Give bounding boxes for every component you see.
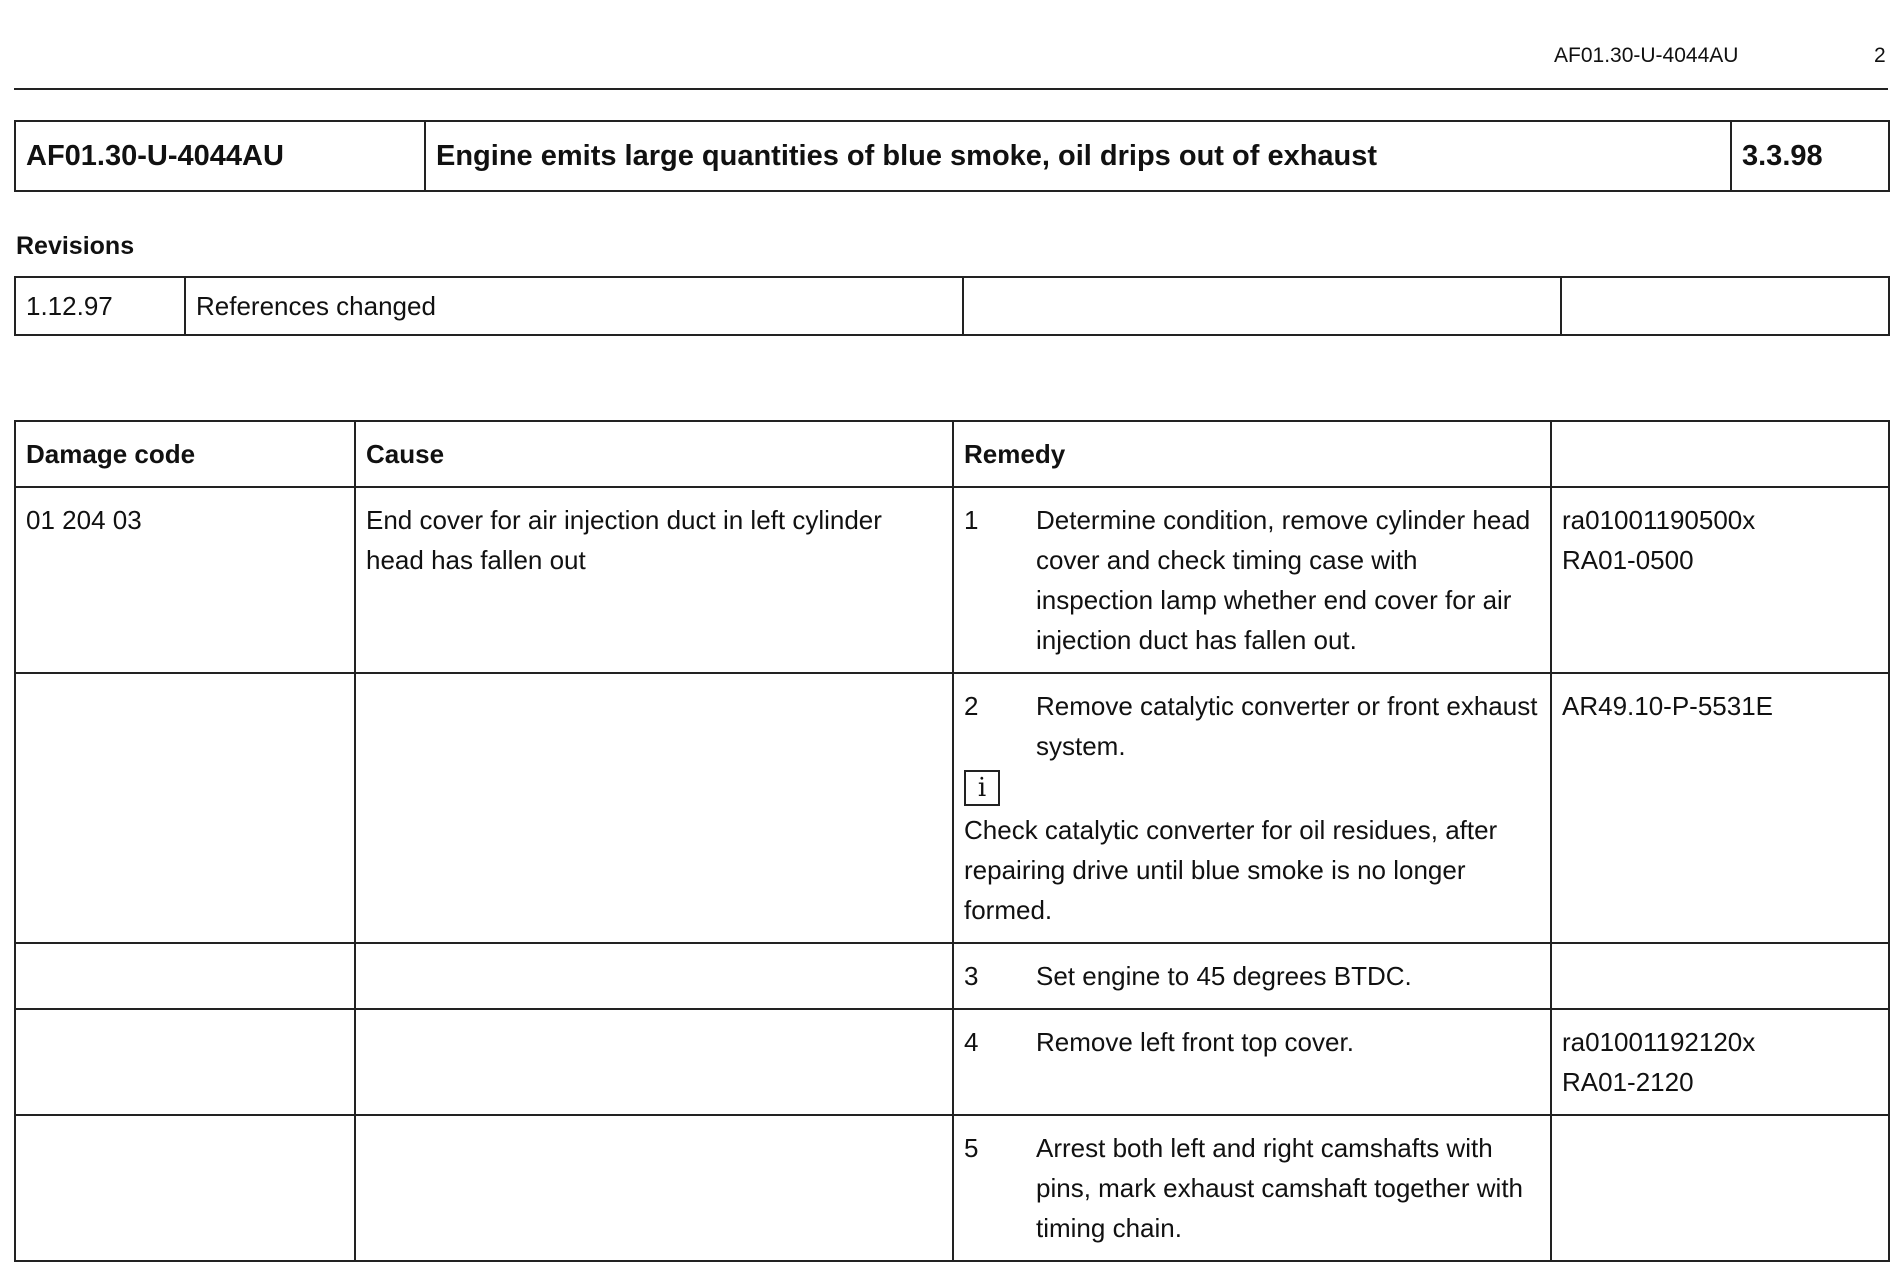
remedy-cell xyxy=(953,1009,1551,1115)
damage-code-cell xyxy=(15,1115,355,1261)
table-row xyxy=(15,487,1889,673)
header-cause: Cause xyxy=(355,421,953,487)
reference-code: RA01-2120 xyxy=(1562,1067,1694,1097)
revision-col4 xyxy=(1561,277,1889,335)
reference-cell xyxy=(1551,1115,1889,1261)
remedy-cell xyxy=(953,673,1551,943)
reference-link[interactable]: ra01001192120x xyxy=(1562,1027,1756,1057)
reference-cell xyxy=(1551,673,1889,943)
revision-row xyxy=(15,277,1889,335)
reference-code: RA01-0500 xyxy=(1562,545,1694,575)
damage-code-cell: 01 204 03 xyxy=(15,487,355,673)
info-icon: i xyxy=(964,770,1000,806)
damage-code-cell xyxy=(15,673,355,943)
header-damage-code: Damage code xyxy=(15,421,355,487)
step-number: 2 xyxy=(964,691,979,721)
table-header-row xyxy=(15,421,1889,487)
reference-link[interactable]: ra01001190500x xyxy=(1562,505,1756,535)
revisions-label: Revisions xyxy=(16,232,135,260)
damage-table xyxy=(14,420,1890,1262)
cause-cell xyxy=(355,1009,953,1115)
reference-link[interactable]: AR49.10-P-5531E xyxy=(1562,691,1774,721)
table-row xyxy=(15,673,1889,943)
page-title: Engine emits large quantities of blue smoke, oil drips out of exhaust xyxy=(425,121,1731,191)
title-code: AF01.30-U-4044AU xyxy=(15,121,425,191)
step-text: Remove catalytic converter or front exhaust system. xyxy=(1036,691,1538,761)
cause-cell: End cover for air injection duct in left cylinder head has fallen out xyxy=(355,487,953,673)
remedy-step xyxy=(964,686,1540,766)
cause-cell xyxy=(355,673,953,943)
table-row xyxy=(15,1009,1889,1115)
reference-cell xyxy=(1551,487,1889,673)
damage-code-cell xyxy=(15,943,355,1009)
step-number: 5 xyxy=(964,1133,979,1163)
revision-date: 1.12.97 xyxy=(15,277,185,335)
title-block xyxy=(14,120,1890,192)
page-header xyxy=(14,40,1888,90)
page-number: 2 xyxy=(1874,44,1886,67)
step-number: 4 xyxy=(964,1027,979,1057)
title-date: 3.3.98 xyxy=(1731,121,1889,191)
step-text: Determine condition, remove cylinder head cover and check timing case with inspection lamp whether end cover for air injection duct has fallen out. xyxy=(1036,505,1531,655)
remedy-step xyxy=(964,1022,1540,1062)
header-remedy: Remedy xyxy=(953,421,1551,487)
remedy-note: Check catalytic converter for oil residues, after repairing drive until blue smoke is no longer formed. xyxy=(964,815,1498,925)
step-number: 3 xyxy=(964,961,979,991)
cause-cell xyxy=(355,943,953,1009)
remedy-cell xyxy=(953,943,1551,1009)
step-number: 1 xyxy=(964,505,979,535)
step-text: Arrest both left and right camshafts with pins, mark exhaust camshaft together with timing chain. xyxy=(1036,1133,1524,1243)
reference-cell xyxy=(1551,943,1889,1009)
header-reference xyxy=(1551,421,1889,487)
revision-text: References changed xyxy=(185,277,963,335)
revisions-table xyxy=(14,276,1890,336)
step-text: Set engine to 45 degrees BTDC. xyxy=(1036,961,1412,991)
reference-cell xyxy=(1551,1009,1889,1115)
header-doc-code: AF01.30-U-4044AU xyxy=(1554,44,1739,67)
remedy-cell xyxy=(953,1115,1551,1261)
table-row xyxy=(15,1115,1889,1261)
revision-col3 xyxy=(963,277,1561,335)
table-row xyxy=(15,943,1889,1009)
cause-cell xyxy=(355,1115,953,1261)
step-text: Remove left front top cover. xyxy=(1036,1027,1354,1057)
remedy-cell xyxy=(953,487,1551,673)
remedy-step xyxy=(964,500,1540,660)
remedy-step xyxy=(964,956,1540,996)
damage-code-cell xyxy=(15,1009,355,1115)
remedy-step xyxy=(964,1128,1540,1248)
